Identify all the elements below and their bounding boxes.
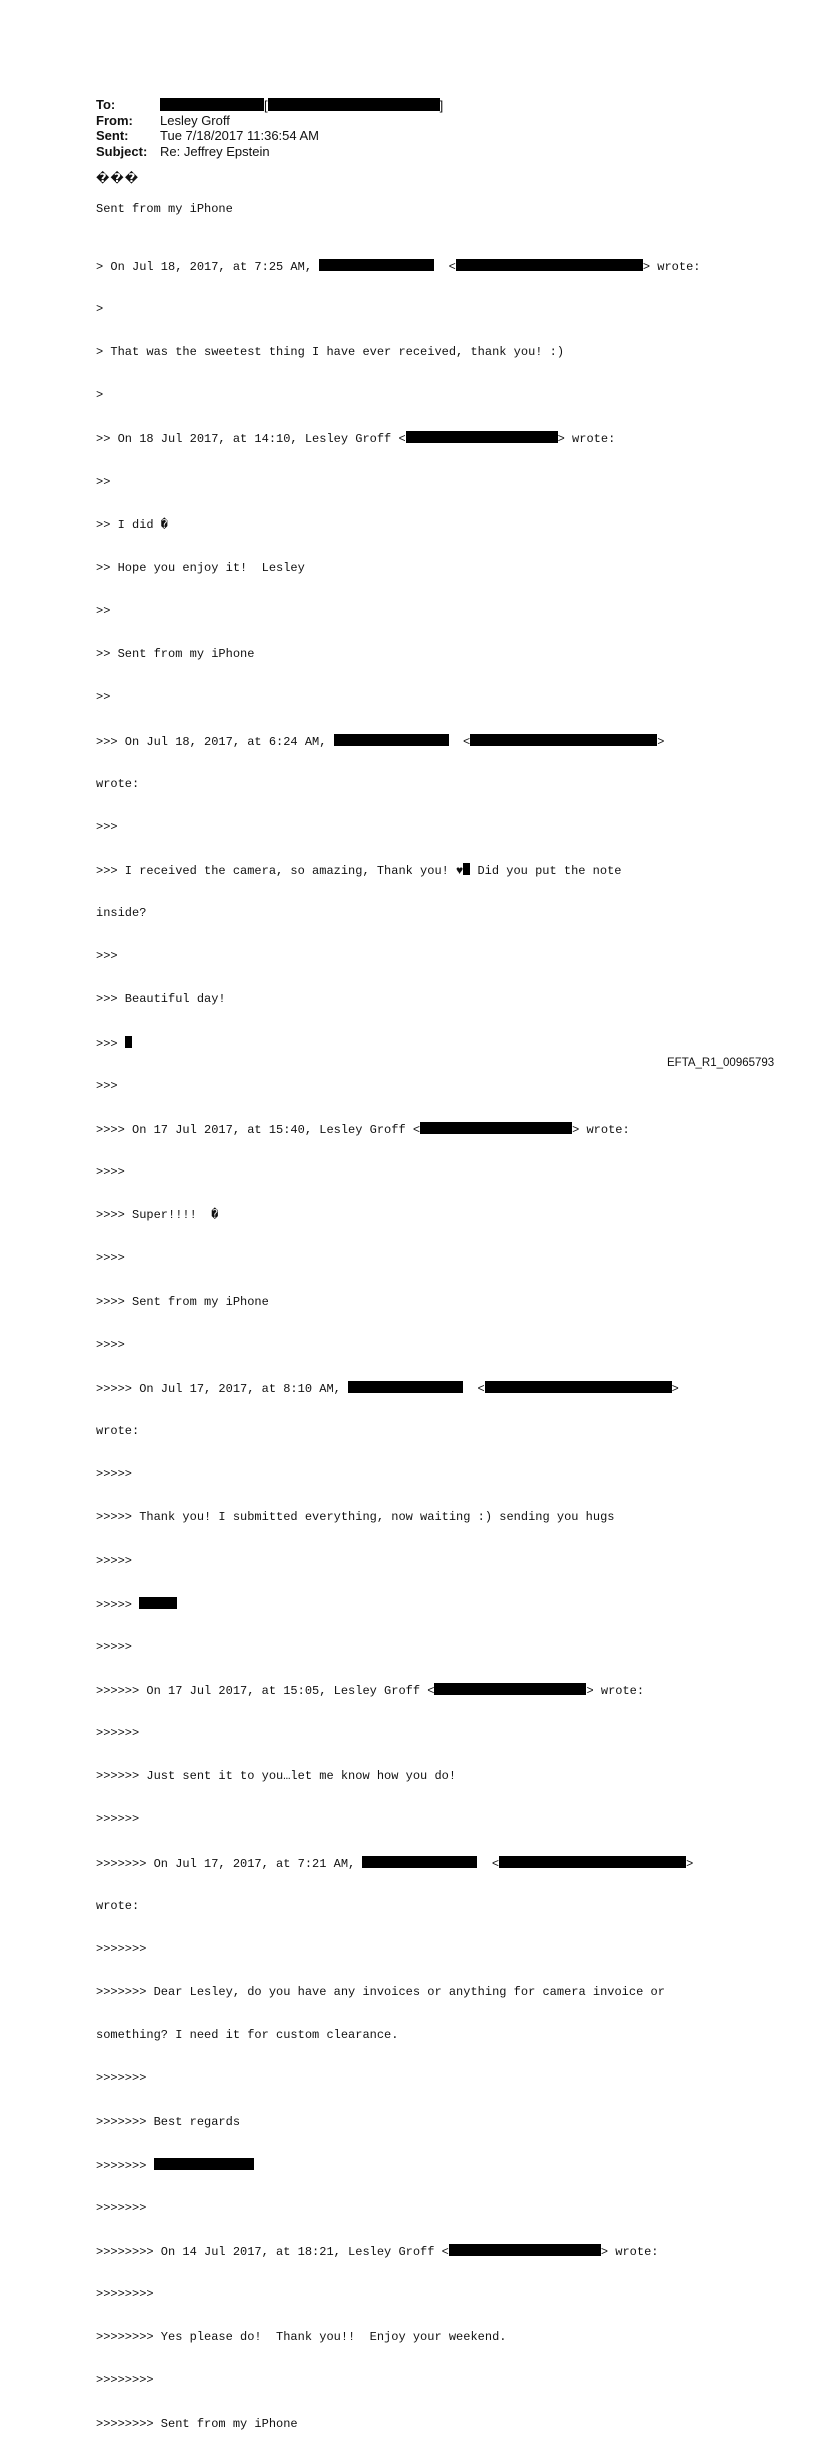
quote-line: >>>> xyxy=(96,1337,125,1352)
subject-value: Re: Jeffrey Epstein xyxy=(160,143,270,159)
quoted-thread xyxy=(96,230,700,2445)
quote-line: >> Hope you enjoy it! Lesley xyxy=(96,560,305,575)
quote-line: something? I need it for custom clearance. xyxy=(96,2028,399,2043)
open-bracket: [ xyxy=(264,98,268,113)
to-row xyxy=(96,97,443,113)
redaction-block xyxy=(154,2158,254,2170)
redaction-block xyxy=(319,259,434,271)
quote-line: > On Jul 18, 2017, at 7:25 AM, < > wrote: xyxy=(96,259,701,274)
quote-line: >> xyxy=(96,474,111,489)
quote-line: >>>>>>> On Jul 17, 2017, at 7:21 AM, < > xyxy=(96,1856,694,1871)
close-bracket: ] xyxy=(439,98,444,113)
redaction-block xyxy=(434,1683,586,1695)
quote-line: >>>>> xyxy=(96,1597,700,1611)
quote-line: >>>>>>> Dear Lesley, do you have any invoices or anything for camera invoice or xyxy=(96,1985,665,2000)
quote-line: >>> On Jul 18, 2017, at 6:24 AM, < > xyxy=(96,734,665,749)
redaction-block xyxy=(499,1856,686,1868)
quote-line: > xyxy=(96,388,104,403)
quote-line: >>>> Super!!!! � xyxy=(96,1208,219,1223)
quote-line: >>>>>>> xyxy=(96,1941,147,1956)
to-value xyxy=(160,97,443,113)
quote-line: >>>>>>> xyxy=(96,2200,147,2215)
quote-line: >>> xyxy=(96,1036,700,1050)
quote-line: >> xyxy=(96,604,111,619)
document-id: EFTA_R1_00965793 xyxy=(667,1057,775,1069)
quote-line: >>>>> xyxy=(96,1553,133,1568)
quote-line: >>>>>>> xyxy=(96,2158,700,2172)
quote-line: inside? xyxy=(96,906,147,921)
redaction-block xyxy=(348,1381,463,1393)
redaction-block xyxy=(485,1381,672,1393)
quote-line: >>>> Sent from my iPhone xyxy=(96,1294,269,1309)
sent-label: Sent: xyxy=(96,128,129,143)
sent-from-line: Sent from my iPhone xyxy=(96,202,233,216)
from-row xyxy=(96,113,443,129)
quote-line: >>> I received the camera, so amazing, Thank you! ♥ Did you put the note xyxy=(96,864,622,878)
redaction-block xyxy=(406,431,558,443)
quote-line: >>>> xyxy=(96,1251,125,1266)
to-label: To: xyxy=(96,97,116,112)
quote-line: >>>>>>> xyxy=(96,2071,147,2086)
quote-line: > xyxy=(96,301,104,316)
quote-line: >>>>> xyxy=(96,1639,133,1654)
quote-line: >>>> xyxy=(96,1165,125,1180)
quote-line: >>> xyxy=(96,949,118,964)
redaction-block xyxy=(470,734,657,746)
quote-line: >>>>> xyxy=(96,1467,133,1482)
redaction-block xyxy=(160,98,264,111)
quote-line: >>>>> On Jul 17, 2017, at 8:10 AM, < > xyxy=(96,1381,679,1396)
quote-line: >> Sent from my iPhone xyxy=(96,647,255,662)
redaction-block xyxy=(334,734,449,746)
redaction-block xyxy=(268,98,440,111)
quote-line: >> On 18 Jul 2017, at 14:10, Lesley Groff < > wrote: xyxy=(96,432,616,447)
quote-line: >>>>>>>> Yes please do! Thank you!! Enjoy your weekend. xyxy=(96,2330,507,2345)
quote-line: >>>>>>>> xyxy=(96,2287,154,2302)
quote-line: >>>>>> Just sent it to you…let me know how you do! xyxy=(96,1769,457,1784)
quote-line: >>>>>>>> Sent from my iPhone xyxy=(96,2416,298,2431)
quote-line: >>>>> Thank you! I submitted everything, now waiting :) sending you hugs xyxy=(96,1510,615,1525)
quote-line: >>> xyxy=(96,1078,118,1093)
quote-line: wrote: xyxy=(96,776,140,791)
quote-line: >>>>>>> Best regards xyxy=(96,2114,241,2129)
redaction-block xyxy=(456,259,643,271)
redaction-block xyxy=(449,2244,601,2256)
quote-line: wrote: xyxy=(96,1898,140,1913)
redaction-block xyxy=(125,1036,132,1048)
quote-line: >>>>>>>> On 14 Jul 2017, at 18:21, Lesley Groff < > wrote: xyxy=(96,2245,659,2259)
quote-line: >>>>>> On 17 Jul 2017, at 15:05, Lesley Groff < > wrote: xyxy=(96,1683,645,1698)
from-label: From: xyxy=(96,112,133,128)
redaction-block xyxy=(139,1597,177,1609)
quote-line: >> xyxy=(96,690,111,705)
sent-row xyxy=(96,128,443,144)
quote-line: >>>> On 17 Jul 2017, at 15:40, Lesley Groff < > wrote: xyxy=(96,1122,630,1137)
subject-row xyxy=(96,144,443,160)
subject-label: Subject: xyxy=(96,143,148,159)
sent-value: Tue 7/18/2017 11:36:54 AM xyxy=(160,128,320,143)
from-value: Lesley Groff xyxy=(160,112,230,128)
quote-line: >>>>>>>> xyxy=(96,2373,154,2388)
quote-line: > That was the sweetest thing I have ever received, thank you! :) xyxy=(96,345,565,360)
quote-line: >>>>>> xyxy=(96,1812,140,1827)
redaction-block xyxy=(420,1122,572,1134)
quote-line: wrote: xyxy=(96,1424,140,1439)
redaction-block xyxy=(362,1856,477,1868)
replacement-glyphs: ��� xyxy=(96,171,140,185)
quote-line: >>>>>> xyxy=(96,1726,140,1741)
email-header xyxy=(96,97,443,159)
quote-line: >> I did � xyxy=(96,517,169,532)
quote-line: >>> xyxy=(96,819,118,834)
quote-line: >>> Beautiful day! xyxy=(96,992,226,1007)
